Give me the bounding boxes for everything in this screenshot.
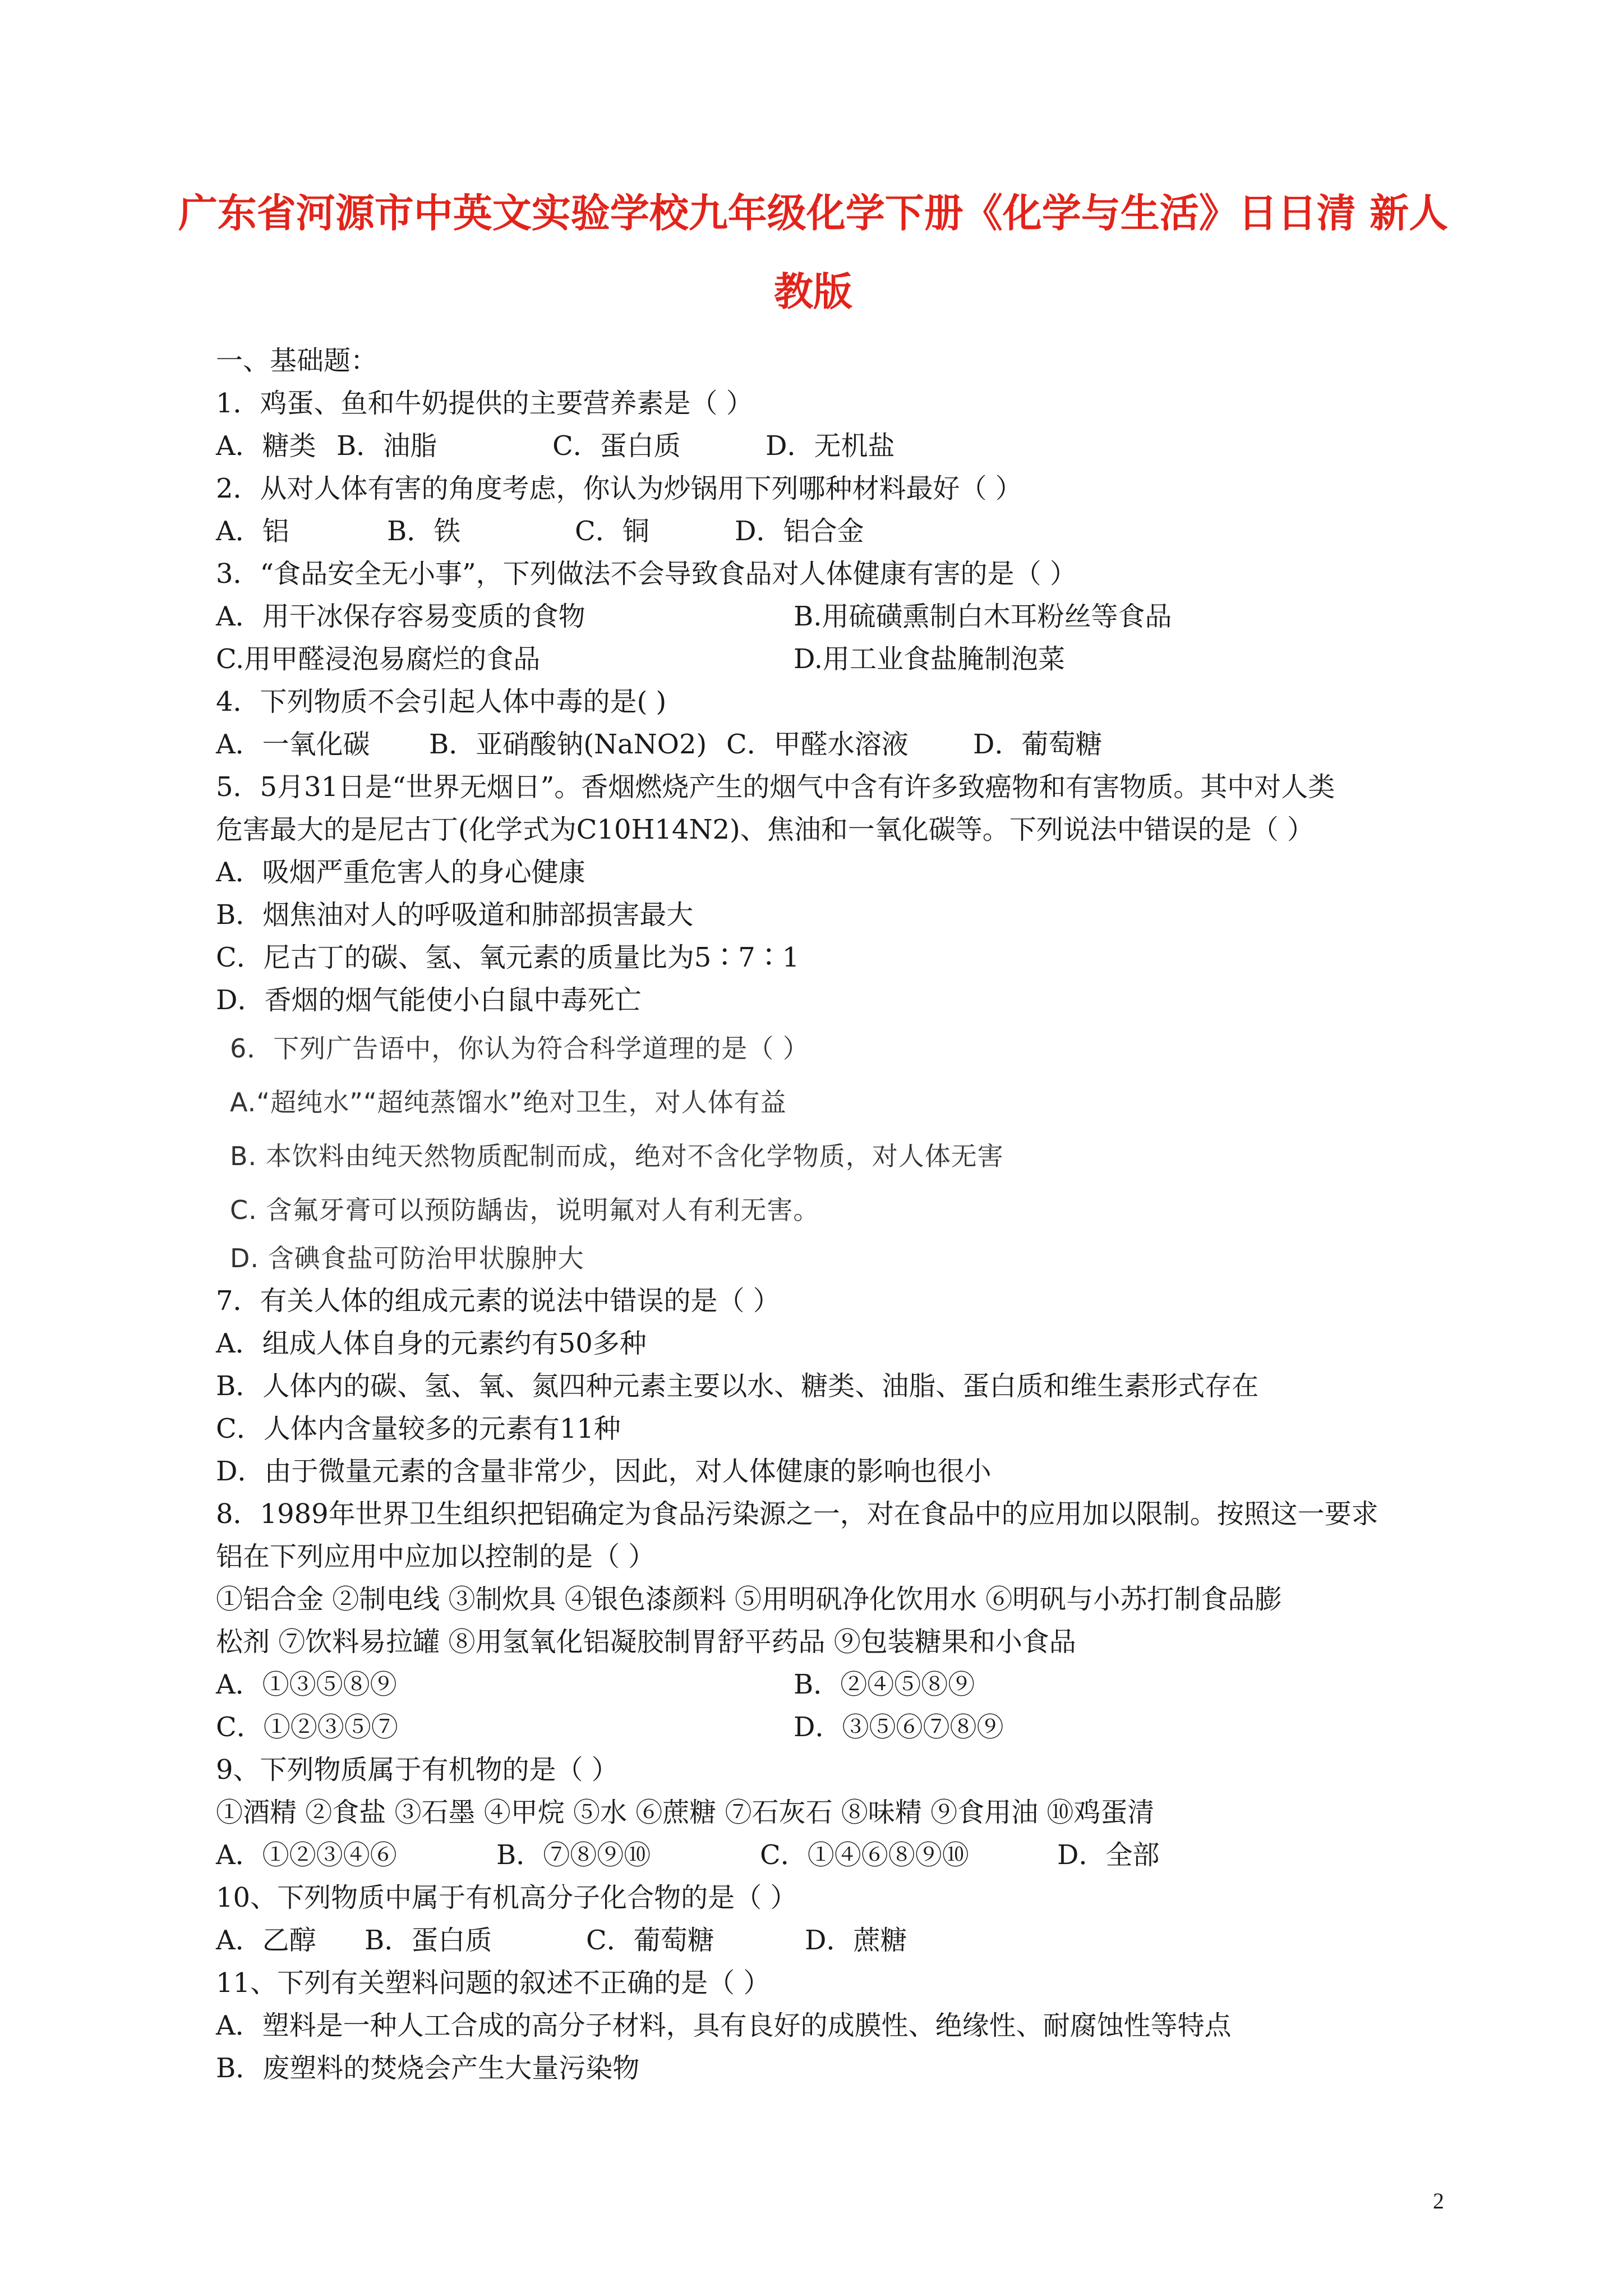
question-8-list-line-1: ①铝合金 ②制电线 ③制炊具 ④银色漆颜料 ⑤用明矾净化饮用水 ⑥明矾与小苏打制食品膨 [216, 1584, 1282, 1615]
q3-option-c: C.用甲醛浸泡易腐烂的食品 [216, 643, 541, 675]
q8-option-d: D．③⑤⑥⑦⑧⑨ [794, 1711, 1004, 1743]
question-7-stem: 7．有关人体的组成元素的说法中错误的是（ ） [216, 1285, 780, 1317]
question-4-options [216, 723, 1455, 766]
q8-option-c: C．①②③⑤⑦ [216, 1711, 398, 1743]
q1-option-d: D．无机盐 [766, 430, 895, 462]
q10-option-b: B．蛋白质 [365, 1925, 492, 1956]
section-heading: 一、基础题： [216, 345, 378, 376]
question-3-options-row-1 [216, 595, 1455, 638]
q5-option-c: C．尼古丁的碳、氢、氧元素的质量比为5∶7∶1 [216, 942, 800, 973]
q6-option-b: B. 本饮料由纯天然物质配制而成，绝对不含化学物质，对人体无害 [230, 1141, 1004, 1171]
question-3-options-row-2 [216, 638, 1455, 680]
q9-option-b: B．⑦⑧⑨⑩ [496, 1839, 651, 1871]
question-2-options [216, 510, 1455, 553]
q11-option-a: A．塑料是一种人工合成的高分子材料，具有良好的成膜性、绝缘性、耐腐蚀性等特点 [216, 2010, 1232, 2041]
q1-option-b: B．油脂 [336, 430, 437, 462]
q9-option-a: A．①②③④⑥ [216, 1839, 397, 1871]
q7-option-c: C．人体内含量较多的元素有11种 [216, 1413, 621, 1444]
title-line-2: 教版 [774, 269, 852, 315]
q4-option-a: A．一氧化碳 [216, 729, 370, 760]
question-5-stem-line-1: 5．5月31日是“世界无烟日”。香烟燃烧产生的烟气中含有许多致癌物和有害物质。其中对人类 [216, 771, 1335, 803]
q6-option-c: C. 含氟牙膏可以预防龋齿，说明氟对人有利无害。 [230, 1195, 820, 1225]
q10-option-d: D．蔗糖 [805, 1925, 907, 1956]
q2-option-b: B．铁 [387, 516, 461, 547]
q9-option-c: C．①④⑥⑧⑨⑩ [760, 1839, 969, 1871]
q4-option-d: D．葡萄糖 [973, 729, 1103, 760]
q1-option-c: C．蛋白质 [552, 430, 681, 462]
question-9-options [216, 1834, 1455, 1876]
q1-option-a: A．糖类 [216, 430, 316, 462]
q5-option-d: D．香烟的烟气能使小白鼠中毒死亡 [216, 984, 642, 1016]
question-10-options [216, 1919, 1455, 1962]
question-9-list: ①酒精 ②食盐 ③石墨 ④甲烷 ⑤水 ⑥蔗糖 ⑦石灰石 ⑧味精 ⑨食用油 ⑩鸡蛋清 [216, 1797, 1155, 1828]
question-8-stem-line-1: 8．1989年世界卫生组织把铝确定为食品污染源之一，对在食品中的应用加以限制。按照这一要求 [216, 1498, 1378, 1530]
question-8-stem-line-2: 铝在下列应用中应加以控制的是（ ） [216, 1541, 656, 1572]
q4-option-c: C．甲醛水溶液 [726, 729, 909, 760]
question-2-stem: 2．从对人体有害的角度考虑，你认为炒锅用下列哪种材料最好（ ） [216, 473, 1022, 504]
question-11-stem: 11、下列有关塑料问题的叙述不正确的是（ ） [216, 1967, 771, 1999]
question-6-stem: 6．下列广告语中，你认为符合科学道理的是（ ） [230, 1033, 809, 1064]
question-8-list-line-2: 松剂 ⑦饮料易拉罐 ⑧用氢氧化铝凝胶制胃舒平药品 ⑨包装糖果和小食品 [216, 1626, 1076, 1658]
q3-option-b: B.用硫磺熏制白木耳粉丝等食品 [794, 601, 1172, 632]
q5-option-b: B．烟焦油对人的呼吸道和肺部损害最大 [216, 899, 694, 931]
question-3-stem: 3．“食品安全无小事”，下列做法不会导致食品对人体健康有害的是（ ） [216, 558, 1077, 590]
question-8-options-row-1 [216, 1663, 1455, 1706]
page-number: 2 [1433, 2188, 1444, 2214]
q8-option-a: A．①③⑤⑧⑨ [216, 1669, 397, 1700]
question-1-options [216, 425, 1455, 467]
question-9-stem: 9、下列物质属于有机物的是（ ） [216, 1754, 619, 1786]
q8-option-b: B．②④⑤⑧⑨ [794, 1669, 975, 1700]
question-1-stem: 1．鸡蛋、鱼和牛奶提供的主要营养素是（ ） [216, 388, 753, 419]
question-10-stem: 10、下列物质中属于有机高分子化合物的是（ ） [216, 1882, 797, 1913]
q4-option-b: B．亚硝酸钠(NaNO2) [429, 729, 707, 760]
question-4-stem: 4．下列物质不会引起人体中毒的是( ) [216, 686, 667, 717]
q7-option-a: A．组成人体自身的元素约有50多种 [216, 1328, 647, 1359]
q3-option-d: D.用工业食盐腌制泡菜 [794, 643, 1066, 675]
q11-option-b: B．废塑料的焚烧会产生大量污染物 [216, 2053, 640, 2084]
q2-option-a: A．铝 [216, 516, 289, 547]
q7-option-d: D．由于微量元素的含量非常少，因此，对人体健康的影响也很小 [216, 1456, 992, 1487]
q7-option-b: B．人体内的碳、氢、氧、氮四种元素主要以水、糖类、油脂、蛋白质和维生素形式存在 [216, 1370, 1259, 1402]
q10-option-c: C．葡萄糖 [586, 1925, 714, 1956]
q2-option-d: D．铝合金 [735, 516, 864, 547]
q5-option-a: A．吸烟严重危害人的身心健康 [216, 857, 585, 888]
q10-option-a: A．乙醇 [216, 1925, 316, 1956]
q2-option-c: C．铜 [575, 516, 649, 547]
question-8-options-row-2 [216, 1706, 1455, 1749]
title-line-1: 广东省河源市中英文实验学校九年级化学下册《化学与生活》日日清 新人 [178, 190, 1449, 236]
question-body [216, 339, 1455, 2090]
q9-option-d: D．全部 [1057, 1839, 1160, 1871]
q6-option-d: D. 含碘食盐可防治甲状腺肿大 [230, 1243, 584, 1273]
question-5-stem-line-2: 危害最大的是尼古丁(化学式为C10H14N2)、焦油和一氧化碳等。下列说法中错误的是（ ） [216, 814, 1314, 845]
q6-option-a: A.“超纯水”“超纯蒸馏水”绝对卫生，对人体有益 [230, 1087, 787, 1117]
q3-option-a: A．用干冰保存容易变质的食物 [216, 601, 585, 632]
